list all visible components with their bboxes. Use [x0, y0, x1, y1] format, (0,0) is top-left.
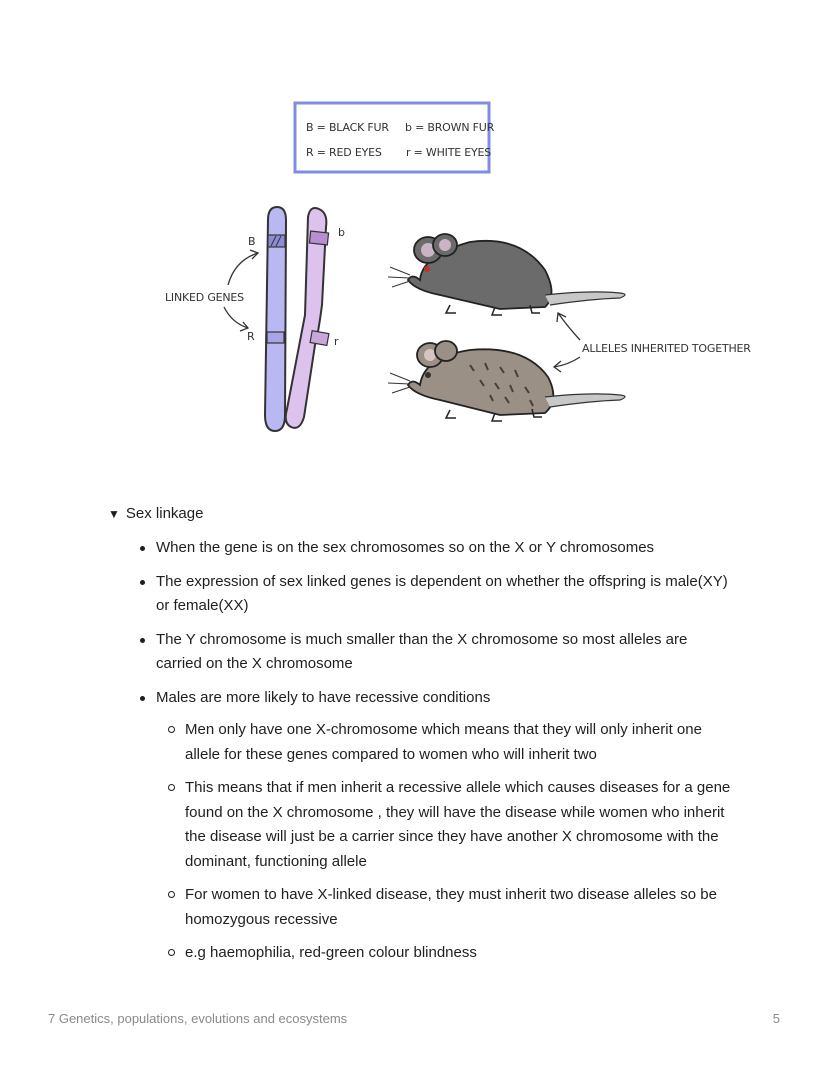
chromosome-2 — [286, 208, 329, 428]
chromosome-1 — [265, 207, 286, 431]
linked-genes-arrow-down — [224, 307, 248, 328]
sub-list-item: For women to have X-linked disease, they must inherit two disease alleles so be homozygous recessive — [156, 883, 732, 932]
sub-list-item: Men only have one X-chromosome which means that they will only inherit one allele for these genes compared to women who will inherit two — [156, 718, 732, 767]
list-item: The expression of sex linked genes is dependent on whether the offspring is male(XY) or female(XX) — [132, 570, 732, 619]
key-b-lower: b = BROWN FUR — [405, 121, 495, 134]
list-item: When the gene is on the sex chromosomes so on the X or Y chromosomes — [132, 536, 732, 561]
page-number: 5 — [772, 1011, 780, 1026]
alleles-together-label: ALLELES INHERITED TOGETHER — [582, 342, 751, 355]
linked-genes-label: LINKED GENES — [165, 291, 244, 304]
chrom1-top-label: B — [248, 235, 256, 248]
footer-title: 7 Genetics, populations, evolutions and ecosystems — [48, 1011, 348, 1026]
chrom2-top-label: b — [338, 226, 345, 239]
sub-bullet-list — [156, 718, 732, 966]
sex-linkage-toggle[interactable] — [108, 503, 203, 525]
key-r-lower: r = WHITE EYES — [406, 146, 492, 159]
linked-genes-illustration — [140, 95, 751, 440]
chrom2-bottom-label: r — [334, 335, 339, 348]
list-item: Males are more likely to have recessive conditions Men only have one X-chromosome which means that they will only inherit one allele for these genes compared to women who will inherit two This means that if men inherit a recessive allele which causes diseases for a gene found on the X chromosome , they will have the disease while women who inherit the disease will just be a carrier since they have another X chromosome with the dominant, functioning allele For women to have X-linked disease, they must inherit two disease alleles so be homozygous recessive e.g haemophilia, red-green colour blindness — [132, 686, 732, 966]
alleles-arrow-up — [558, 313, 580, 340]
list-item: The Y chromosome is much smaller than the X chromosome so most alleles are carried on the X chromosome — [132, 628, 732, 677]
key-b-upper: B = BLACK FUR — [306, 121, 389, 134]
sex-linkage-bullet-list — [132, 536, 732, 975]
sub-list-item: e.g haemophilia, red-green colour blindness — [156, 941, 732, 966]
toggle-label: Sex linkage — [125, 505, 204, 522]
toggle-triangle-icon[interactable]: ▼ — [108, 507, 120, 521]
chrom1-bottom-label: R — [247, 330, 255, 343]
sub-list-item: This means that if men inherit a recessive allele which causes diseases for a gene found on the X chromosome , they will have the disease while women who inherit the disease will just be a carrier since they have another X chromosome with the dominant, functioning allele — [156, 776, 732, 874]
key-r-upper: R = RED EYES — [306, 146, 382, 159]
black-mouse-illustration — [388, 234, 625, 315]
alleles-arrow-down — [554, 357, 580, 367]
key-box — [295, 103, 492, 172]
